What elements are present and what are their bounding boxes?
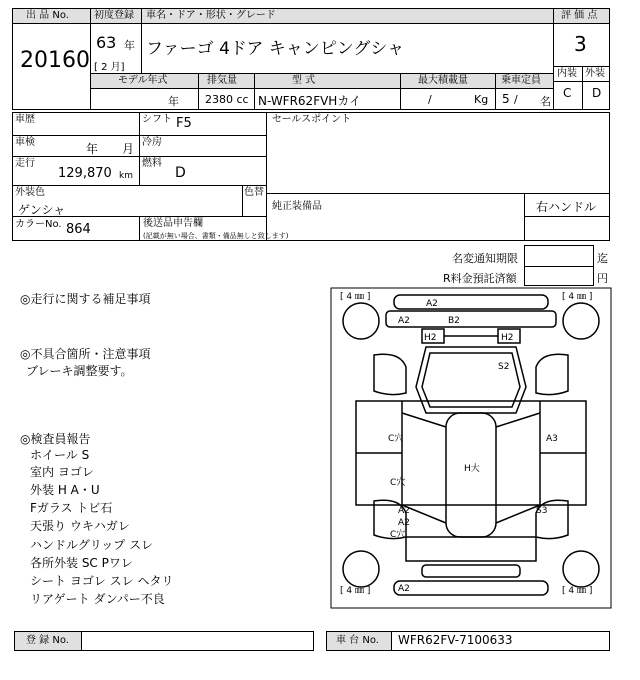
postal-label: 後送品申告欄 bbox=[143, 218, 203, 229]
recycle-field[interactable] bbox=[524, 266, 594, 286]
history-label: 車歴 bbox=[15, 114, 35, 125]
grade-label-divider bbox=[553, 81, 610, 82]
grade-divider bbox=[582, 66, 583, 110]
year-unit: 年 bbox=[124, 39, 135, 52]
specs-divider-3 bbox=[400, 73, 401, 110]
shift-value: F5 bbox=[176, 116, 192, 131]
tire-front-left bbox=[343, 303, 379, 339]
damage-mark: A2 bbox=[398, 518, 410, 528]
fender-left bbox=[374, 354, 406, 394]
damage-mark: S2 bbox=[498, 362, 510, 372]
interior-grade: C bbox=[563, 86, 572, 100]
max-load-slash: / bbox=[428, 93, 432, 106]
model-code-label: 型 式 bbox=[292, 75, 316, 86]
car-name-label: 車名・ドア・形状・グレード bbox=[146, 10, 276, 21]
inspector-line: ハンドルグリップ スレ bbox=[30, 538, 154, 552]
front-panel-outline bbox=[386, 311, 556, 327]
year-value: 63 bbox=[96, 33, 117, 52]
fuel-label: 燃料 bbox=[142, 158, 162, 169]
chassis-label: 車 台 No. bbox=[336, 635, 379, 646]
damage-mark: A2 bbox=[426, 299, 438, 309]
tire-rear-right bbox=[563, 551, 599, 587]
tire-label-fl: [ 4 ㎜ ] bbox=[340, 292, 371, 302]
capacity-value: 5 bbox=[502, 92, 510, 106]
ac-label: 冷房 bbox=[142, 137, 162, 148]
car-name: ファーゴ 4ドア キャンピングシャ bbox=[146, 39, 405, 59]
displacement-label: 排気量 bbox=[207, 75, 237, 86]
front-bumper-outline bbox=[394, 295, 548, 309]
month-value: [ 2 月] bbox=[94, 62, 125, 73]
damage-mark: A3 bbox=[546, 434, 558, 444]
mileage-unit: km bbox=[119, 171, 133, 181]
inspector-line: 天張り ウキハガレ bbox=[30, 519, 130, 533]
tire-label-rr: [ 4 ㎜ ] bbox=[562, 586, 593, 596]
inspection-month: 月 bbox=[122, 142, 135, 156]
color-value: ゲンシャ bbox=[18, 203, 66, 217]
damage-mark: A2 bbox=[398, 584, 410, 594]
inspector-line: 外装 H A・U bbox=[30, 483, 100, 497]
max-load-unit: Kg bbox=[474, 93, 489, 106]
inspector-line: Fガラス トビ石 bbox=[30, 501, 113, 515]
rating: 3 bbox=[574, 32, 587, 56]
tire-front-right bbox=[563, 303, 599, 339]
sales-point-label: セールスポイント bbox=[272, 114, 352, 125]
tire-label-fr: [ 4 ㎜ ] bbox=[562, 292, 593, 302]
fuel-value: D bbox=[175, 165, 186, 181]
cab-outline bbox=[416, 347, 526, 413]
first-reg-label: 初度登録 bbox=[94, 10, 134, 21]
max-load-label: 最大積載量 bbox=[418, 75, 468, 86]
defect-line: ブレーキ調整要す。 bbox=[26, 364, 133, 378]
specs-divider-1 bbox=[198, 73, 199, 110]
inspector-line: 各所外装 SC Pワレ bbox=[30, 556, 133, 570]
tire-label-rl: [ 4 ㎜ ] bbox=[340, 586, 371, 596]
exterior-label: 外装 bbox=[585, 68, 605, 79]
defect-notes-title: ◎不具合箇所・注意事項 bbox=[20, 347, 151, 361]
specs-divider-4 bbox=[495, 73, 496, 110]
rating-label: 評 価 点 bbox=[561, 10, 598, 21]
displacement-value: 2380 cc bbox=[205, 93, 249, 106]
roof-diag-1 bbox=[402, 413, 446, 427]
mileage-value: 129,870 bbox=[58, 166, 112, 181]
color-change-label: 色替 bbox=[244, 187, 264, 198]
rear-bumper-outline bbox=[394, 581, 548, 595]
postal-note: (記載が無い場合、書類・備品無しと致します) bbox=[143, 232, 289, 240]
handle-value: 右ハンドル bbox=[536, 200, 597, 214]
name-change-unit: 迄 bbox=[597, 252, 608, 265]
lot-no: 20160 bbox=[20, 48, 90, 73]
damage-mark: C穴 bbox=[388, 434, 404, 444]
roof-diag-2 bbox=[496, 413, 540, 427]
shift-label: シフト bbox=[142, 114, 172, 125]
color-label: 外装色 bbox=[15, 187, 45, 198]
driving-notes-title: ◎走行に関する補足事項 bbox=[20, 292, 151, 306]
inspector-line: シート ヨゴレ スレ ヘタリ bbox=[30, 574, 174, 588]
damage-mark: C穴 bbox=[390, 478, 406, 488]
capacity-slash: / bbox=[514, 93, 518, 106]
color-no-label: カラーNo. bbox=[15, 219, 62, 230]
recycle-unit: 円 bbox=[597, 272, 608, 285]
inspection-label: 車検 bbox=[15, 137, 35, 148]
model-code: N-WFR62FVHカイ bbox=[258, 94, 361, 108]
inspector-line: ホイール S bbox=[30, 448, 90, 462]
name-change-label: 名変通知期限 bbox=[452, 252, 518, 265]
name-change-field[interactable] bbox=[524, 245, 594, 267]
capacity-unit: 名 bbox=[540, 95, 551, 108]
damage-mark: C穴 bbox=[390, 530, 406, 540]
inspector-line: 室内 ヨゴレ bbox=[30, 465, 94, 479]
interior-label: 内装 bbox=[557, 68, 577, 79]
chassis-value: WFR62FV-7100633 bbox=[398, 633, 513, 647]
damage-mark: H2 bbox=[424, 333, 437, 343]
lot-no-label: 出 品 No. bbox=[26, 10, 69, 21]
inspector-title: ◎検査員報告 bbox=[20, 432, 91, 446]
tire-rear-left bbox=[343, 551, 379, 587]
exterior-grade: D bbox=[592, 86, 602, 100]
color-no-value: 864 bbox=[66, 222, 91, 237]
roof-diag-4 bbox=[496, 505, 540, 523]
damage-mark: B2 bbox=[448, 316, 460, 326]
damage-mark: A2 bbox=[398, 506, 410, 516]
damage-mark: H2 bbox=[501, 333, 514, 343]
inspection-year: 年 bbox=[86, 142, 99, 156]
fender-right bbox=[536, 354, 568, 394]
mileage-label: 走行 bbox=[15, 158, 35, 169]
specs-divider-2 bbox=[254, 73, 255, 110]
capacity-label: 乗車定員 bbox=[501, 75, 541, 86]
model-year-unit: 年 bbox=[168, 95, 179, 108]
inspector-line: リアゲート ダンパー不良 bbox=[30, 592, 165, 606]
reg-no-label: 登 録 No. bbox=[26, 635, 69, 646]
damage-mark: S3 bbox=[536, 506, 548, 516]
genuine-parts-label: 純正装備品 bbox=[272, 201, 322, 212]
handle-blank-cell bbox=[524, 216, 610, 241]
model-year-label: モデル年式 bbox=[118, 75, 168, 86]
rear-gate bbox=[406, 537, 536, 561]
damage-mark: A2 bbox=[398, 316, 410, 326]
roof-panel bbox=[446, 413, 496, 537]
recycle-label: R料金預託済額 bbox=[443, 272, 517, 285]
damage-mark: H大 bbox=[464, 464, 480, 474]
vehicle-diagram bbox=[330, 287, 612, 609]
rear-panel bbox=[422, 565, 520, 577]
